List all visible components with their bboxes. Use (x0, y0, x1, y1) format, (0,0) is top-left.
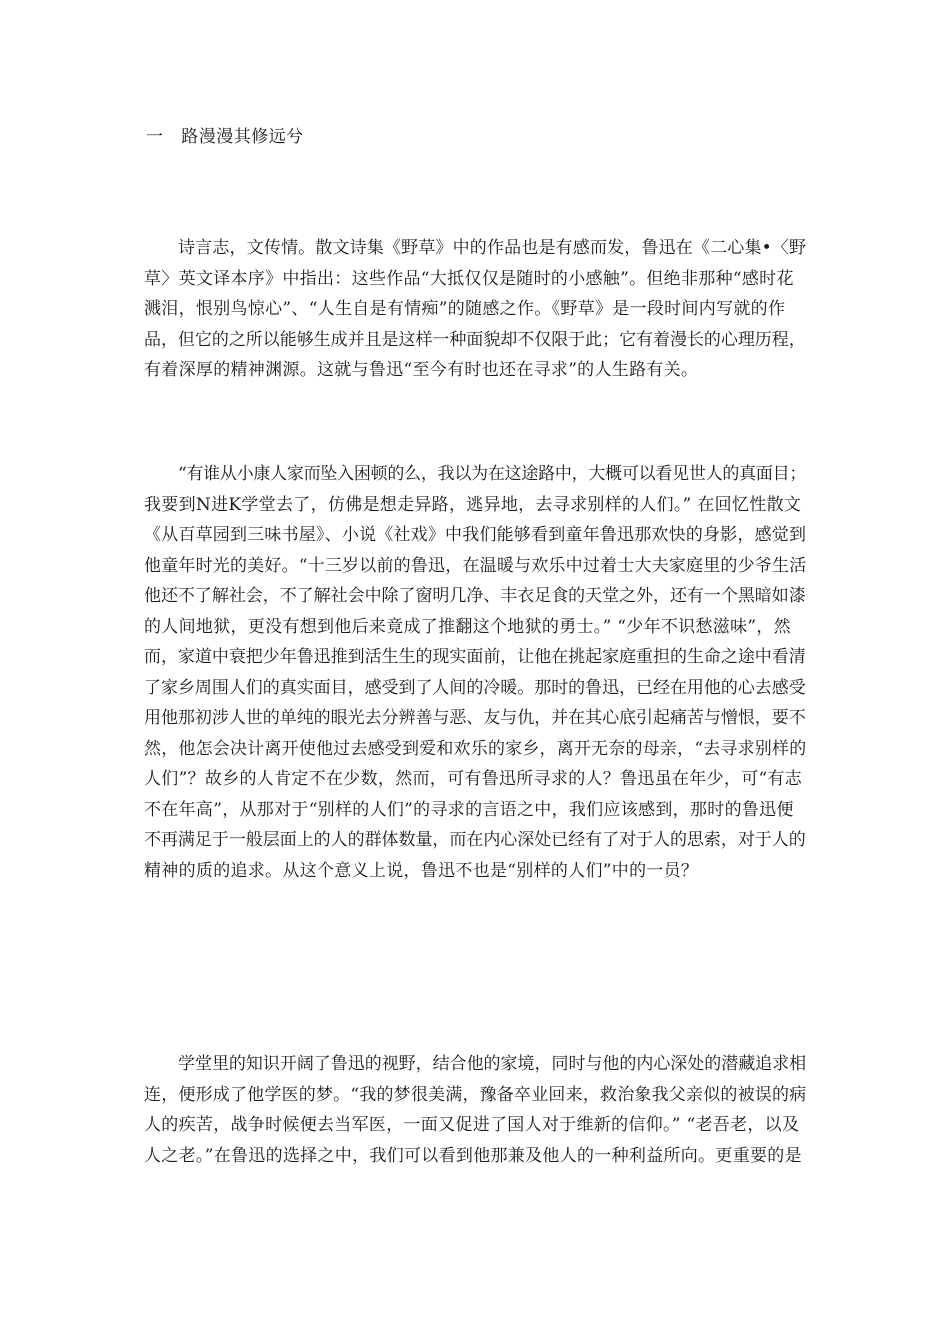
paragraph-line: 的人间地狱，更没有想到他后来竟成了推翻这个地狱的勇士。” “少年不识愁滋味”，然 (144, 616, 791, 637)
paragraph-line: 不在年高”，从那对于“别样的人们”的寻求的言语之中，我们应该感到，那时的鲁迅便 (144, 799, 794, 820)
paragraph-line: 他还不了解社会，不了解社会中除了窗明几净、丰衣足食的天堂之外，还有一个黑暗如漆 (144, 586, 806, 606)
paragraph-line: 了家乡周围人们的真实面目，感受到了人间的冷暖。那时的鲁迅，已经在用他的心去感受 (144, 677, 806, 698)
paragraph-line: 不再满足于一般层面上的人的群体数量，而在内心深处已经有了对于人的思索，对于人的 (144, 830, 806, 850)
paragraph-line: 用他那初涉人世的单纯的眼光去分辨善与恶、友与仇，并在其心底引起痛苦与憎恨，要不 (144, 708, 806, 728)
paragraph-line: 品，但它的之所以能够生成并且是这样一种面貌却不仅限于此；它有着漫长的心理历程， (144, 329, 806, 350)
paragraph-line: 连，便形成了他学医的梦。“我的梦很美满，豫备卒业回来，救治象我父亲似的被误的病 (144, 1084, 807, 1105)
paragraph-line: 草〉英文译本序》中指出：这些作品“大抵仅仅是随时的小感触”。但绝非那种“感时花 (144, 268, 794, 289)
paragraph-1 (144, 233, 806, 386)
paragraph-line: 溅泪，恨别鸟惊心”、“人生自是有情痴”的随感之作。《野草》是一段时间内写就的作 (144, 299, 786, 319)
paragraph-line: 有着深厚的精神渊源。这就与鲁迅“至今有时也还在寻求”的人生路有关。 (144, 360, 699, 380)
paragraph-line: 然，他怎会决计离开使他过去感受到爱和欢乐的家乡，离开无奈的母亲，“去寻求别样的 (144, 738, 807, 759)
paragraph-line: 学堂里的知识开阔了鲁迅的视野，结合他的家境，同时与他的内心深处的潜藏追求相 (178, 1054, 807, 1074)
section-heading: 一 路漫漫其修远兮 (146, 127, 304, 147)
paragraph-line: 我要到N进K学堂去了，仿佛是想走异路，逃异地，去寻求别样的人们。” 在回忆性散文 (144, 494, 802, 515)
paragraph-line: 精神的质的追求。从这个意义上说，鲁迅不也是“别样的人们”中的一员？ (144, 860, 699, 881)
paragraph-line: 诗言志，文传情。散文诗集《野草》中的作品也是有感而发，鲁迅在《二心集•〈野 (178, 238, 807, 258)
paragraph-2 (144, 459, 806, 886)
paragraph-line: 他童年时光的美好。“十三岁以前的鲁迅，在温暖与欢乐中过着士大夫家庭里的少爷生活 (144, 555, 807, 576)
paragraph-line: 人们”？故乡的人肯定不在少数，然而，可有鲁迅所寻求的人？鲁迅虽在年少，可“有志 (144, 769, 803, 789)
paragraph-line: “有谁从小康人家而坠入困顿的么，我以为在这途路中，大概可以看见世人的真面目； (178, 464, 807, 484)
paragraph-line: 《从百草园到三味书屋》、小说《社戏》中我们能够看到童年鲁迅那欢快的身影，感觉到 (144, 525, 807, 545)
paragraph-line: 人的疾苦，战争时候便去当军医，一面又促进了国人对于维新的信仰。” “老吾老，以及 (144, 1115, 800, 1135)
paragraph-line: 人之老。”在鲁迅的选择之中，我们可以看到他那兼及他人的一种利益所向。更重要的是 (144, 1145, 802, 1166)
paragraph-3 (144, 1049, 806, 1171)
paragraph-line: 而，家道中衰把少年鲁迅推到活生生的现实面前，让他在挑起家庭重担的生命之途中看清 (144, 647, 806, 667)
